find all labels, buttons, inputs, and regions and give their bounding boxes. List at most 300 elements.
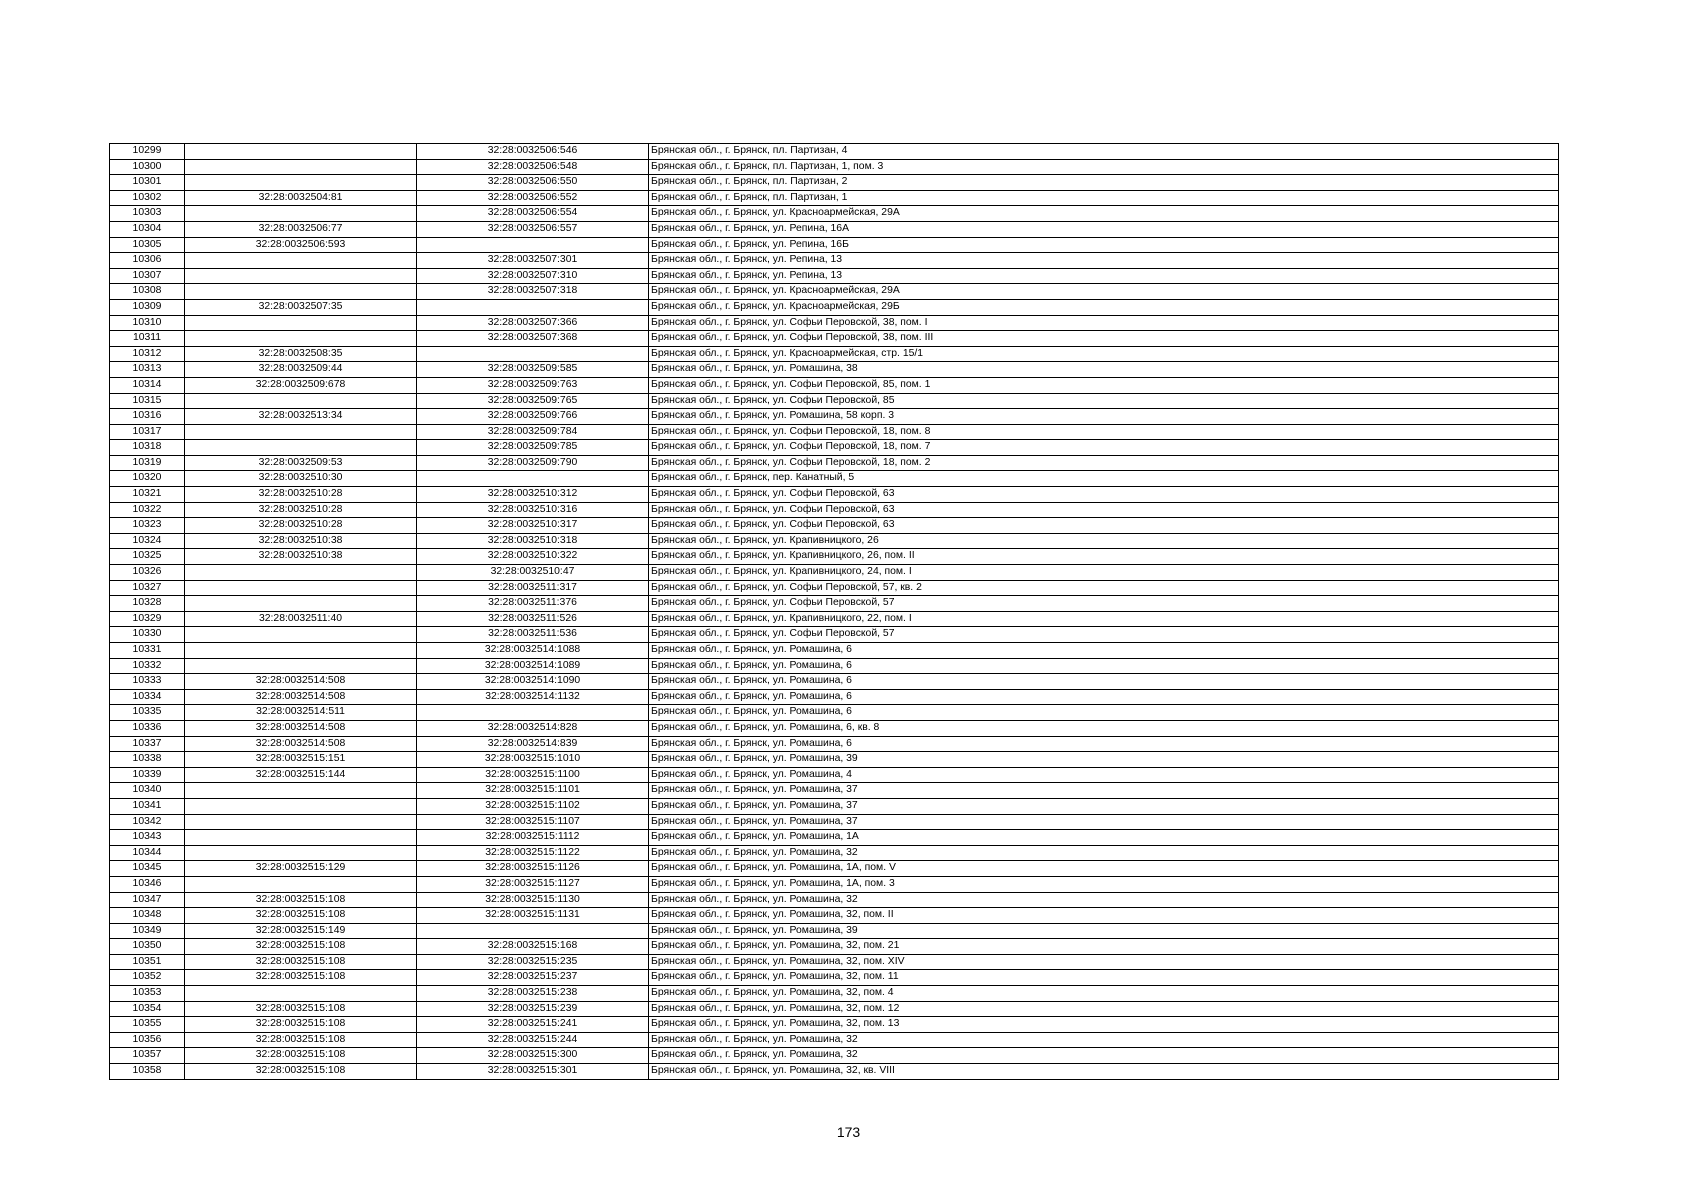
table-row: [110, 268, 1559, 284]
table-row: [110, 362, 1559, 378]
row-number-cell: 10348: [110, 908, 185, 924]
address-cell: Брянская обл., г. Брянск, ул. Ромашина, 32, пом. 13: [649, 1017, 1559, 1033]
row-number-cell: 10347: [110, 892, 185, 908]
address-cell: Брянская обл., г. Брянск, ул. Софьи Перовской, 63: [649, 502, 1559, 518]
table-row: [110, 705, 1559, 721]
address-cell: Брянская обл., г. Брянск, ул. Ромашина, 6: [649, 658, 1559, 674]
land-plot-cadastral-number-cell: [185, 565, 417, 581]
object-cadastral-number-cell: 32:28:0032509:763: [417, 377, 649, 393]
object-cadastral-number-cell: 32:28:0032506:550: [417, 175, 649, 191]
table-row: [110, 783, 1559, 799]
land-plot-cadastral-number-cell: 32:28:0032510:38: [185, 533, 417, 549]
object-cadastral-number-cell: 32:28:0032515:1107: [417, 814, 649, 830]
table-row: [110, 923, 1559, 939]
land-plot-cadastral-number-cell: [185, 253, 417, 269]
row-number-cell: 10343: [110, 830, 185, 846]
address-cell: Брянская обл., г. Брянск, ул. Ромашина, 6: [649, 643, 1559, 659]
land-plot-cadastral-number-cell: 32:28:0032510:30: [185, 471, 417, 487]
address-cell: Брянская обл., г. Брянск, ул. Софьи Перовской, 38, пом. I: [649, 315, 1559, 331]
table-row: [110, 284, 1559, 300]
address-cell: Брянская обл., г. Брянск, ул. Софьи Перовской, 57, кв. 2: [649, 580, 1559, 596]
land-plot-cadastral-number-cell: 32:28:0032510:28: [185, 487, 417, 503]
land-plot-cadastral-number-cell: [185, 627, 417, 643]
object-cadastral-number-cell: 32:28:0032507:366: [417, 315, 649, 331]
row-number-cell: 10357: [110, 1048, 185, 1064]
row-number-cell: 10339: [110, 767, 185, 783]
table-row: [110, 1048, 1559, 1064]
row-number-cell: 10315: [110, 393, 185, 409]
object-cadastral-number-cell: 32:28:0032515:1112: [417, 830, 649, 846]
object-cadastral-number-cell: 32:28:0032509:766: [417, 409, 649, 425]
land-plot-cadastral-number-cell: 32:28:0032511:40: [185, 611, 417, 627]
land-plot-cadastral-number-cell: 32:28:0032515:108: [185, 1048, 417, 1064]
table-row: [110, 752, 1559, 768]
row-number-cell: 10342: [110, 814, 185, 830]
row-number-cell: 10316: [110, 409, 185, 425]
cadastral-register-table: [109, 143, 1559, 1080]
land-plot-cadastral-number-cell: [185, 268, 417, 284]
address-cell: Брянская обл., г. Брянск, ул. Ромашина, 6: [649, 689, 1559, 705]
row-number-cell: 10314: [110, 377, 185, 393]
address-cell: Брянская обл., г. Брянск, ул. Ромашина, 37: [649, 814, 1559, 830]
address-cell: Брянская обл., г. Брянск, ул. Софьи Перовской, 18, пом. 2: [649, 455, 1559, 471]
address-cell: Брянская обл., г. Брянск, ул. Репина, 16А: [649, 221, 1559, 237]
address-cell: Брянская обл., г. Брянск, ул. Ромашина, 32, кв. VIII: [649, 1064, 1559, 1080]
page-number: 173: [836, 1124, 861, 1140]
land-plot-cadastral-number-cell: 32:28:0032515:108: [185, 954, 417, 970]
object-cadastral-number-cell: [417, 299, 649, 315]
table-row: [110, 580, 1559, 596]
table-row: [110, 970, 1559, 986]
address-cell: Брянская обл., г. Брянск, ул. Красноармейская, 29А: [649, 206, 1559, 222]
object-cadastral-number-cell: 32:28:0032510:312: [417, 487, 649, 503]
object-cadastral-number-cell: 32:28:0032515:1100: [417, 767, 649, 783]
object-cadastral-number-cell: 32:28:0032515:244: [417, 1032, 649, 1048]
address-cell: Брянская обл., г. Брянск, ул. Ромашина, 32, пом. 12: [649, 1001, 1559, 1017]
land-plot-cadastral-number-cell: 32:28:0032510:28: [185, 518, 417, 534]
land-plot-cadastral-number-cell: [185, 175, 417, 191]
land-plot-cadastral-number-cell: [185, 986, 417, 1002]
land-plot-cadastral-number-cell: 32:28:0032514:508: [185, 689, 417, 705]
land-plot-cadastral-number-cell: 32:28:0032508:35: [185, 346, 417, 362]
address-cell: Брянская обл., г. Брянск, пл. Партизан, 2: [649, 175, 1559, 191]
row-number-cell: 10332: [110, 658, 185, 674]
table-row: [110, 253, 1559, 269]
land-plot-cadastral-number-cell: [185, 159, 417, 175]
land-plot-cadastral-number-cell: [185, 798, 417, 814]
address-cell: Брянская обл., г. Брянск, ул. Ромашина, 32, пом. 21: [649, 939, 1559, 955]
row-number-cell: 10349: [110, 923, 185, 939]
row-number-cell: 10340: [110, 783, 185, 799]
row-number-cell: 10327: [110, 580, 185, 596]
object-cadastral-number-cell: 32:28:0032515:1102: [417, 798, 649, 814]
register-table-body: [110, 144, 1559, 1080]
land-plot-cadastral-number-cell: [185, 284, 417, 300]
row-number-cell: 10336: [110, 720, 185, 736]
object-cadastral-number-cell: 32:28:0032514:1090: [417, 674, 649, 690]
row-number-cell: 10334: [110, 689, 185, 705]
table-row: [110, 798, 1559, 814]
address-cell: Брянская обл., г. Брянск, ул. Ромашина, 32: [649, 845, 1559, 861]
address-cell: Брянская обл., г. Брянск, ул. Софьи Перовской, 18, пом. 7: [649, 440, 1559, 456]
address-cell: Брянская обл., г. Брянск, ул. Ромашина, 38: [649, 362, 1559, 378]
land-plot-cadastral-number-cell: [185, 315, 417, 331]
address-cell: Брянская обл., г. Брянск, пер. Канатный, 5: [649, 471, 1559, 487]
address-cell: Брянская обл., г. Брянск, ул. Ромашина, 6: [649, 674, 1559, 690]
address-cell: Брянская обл., г. Брянск, ул. Ромашина, 6: [649, 705, 1559, 721]
address-cell: Брянская обл., г. Брянск, ул. Ромашина, 32: [649, 892, 1559, 908]
land-plot-cadastral-number-cell: 32:28:0032515:108: [185, 1032, 417, 1048]
address-cell: Брянская обл., г. Брянск, ул. Ромашина, 58 корп. 3: [649, 409, 1559, 425]
table-row: [110, 939, 1559, 955]
land-plot-cadastral-number-cell: [185, 783, 417, 799]
object-cadastral-number-cell: 32:28:0032510:47: [417, 565, 649, 581]
land-plot-cadastral-number-cell: 32:28:0032506:593: [185, 237, 417, 253]
land-plot-cadastral-number-cell: [185, 830, 417, 846]
land-plot-cadastral-number-cell: 32:28:0032515:151: [185, 752, 417, 768]
table-row: [110, 237, 1559, 253]
land-plot-cadastral-number-cell: 32:28:0032506:77: [185, 221, 417, 237]
table-row: [110, 736, 1559, 752]
land-plot-cadastral-number-cell: 32:28:0032515:108: [185, 1001, 417, 1017]
address-cell: Брянская обл., г. Брянск, ул. Красноармейская, стр. 15/1: [649, 346, 1559, 362]
land-plot-cadastral-number-cell: [185, 440, 417, 456]
row-number-cell: 10323: [110, 518, 185, 534]
object-cadastral-number-cell: 32:28:0032509:784: [417, 424, 649, 440]
object-cadastral-number-cell: 32:28:0032515:237: [417, 970, 649, 986]
object-cadastral-number-cell: 32:28:0032515:1126: [417, 861, 649, 877]
row-number-cell: 10352: [110, 970, 185, 986]
row-number-cell: 10330: [110, 627, 185, 643]
address-cell: Брянская обл., г. Брянск, ул. Ромашина, 32, пом. 4: [649, 986, 1559, 1002]
row-number-cell: 10346: [110, 876, 185, 892]
object-cadastral-number-cell: 32:28:0032511:536: [417, 627, 649, 643]
address-cell: Брянская обл., г. Брянск, ул. Ромашина, 39: [649, 923, 1559, 939]
table-row: [110, 424, 1559, 440]
row-number-cell: 10341: [110, 798, 185, 814]
row-number-cell: 10326: [110, 565, 185, 581]
land-plot-cadastral-number-cell: 32:28:0032507:35: [185, 299, 417, 315]
row-number-cell: 10304: [110, 221, 185, 237]
table-row: [110, 159, 1559, 175]
address-cell: Брянская обл., г. Брянск, ул. Софьи Перовской, 57: [649, 596, 1559, 612]
address-cell: Брянская обл., г. Брянск, ул. Репина, 13: [649, 268, 1559, 284]
land-plot-cadastral-number-cell: 32:28:0032504:81: [185, 190, 417, 206]
object-cadastral-number-cell: 32:28:0032515:168: [417, 939, 649, 955]
object-cadastral-number-cell: 32:28:0032515:241: [417, 1017, 649, 1033]
table-row: [110, 377, 1559, 393]
table-row: [110, 767, 1559, 783]
table-row: [110, 1064, 1559, 1080]
row-number-cell: 10306: [110, 253, 185, 269]
object-cadastral-number-cell: 32:28:0032515:239: [417, 1001, 649, 1017]
object-cadastral-number-cell: 32:28:0032507:368: [417, 331, 649, 347]
row-number-cell: 10302: [110, 190, 185, 206]
address-cell: Брянская обл., г. Брянск, ул. Софьи Перовской, 57: [649, 627, 1559, 643]
land-plot-cadastral-number-cell: 32:28:0032515:149: [185, 923, 417, 939]
row-number-cell: 10308: [110, 284, 185, 300]
object-cadastral-number-cell: [417, 923, 649, 939]
address-cell: Брянская обл., г. Брянск, пл. Партизан, 1, пом. 3: [649, 159, 1559, 175]
object-cadastral-number-cell: 32:28:0032510:317: [417, 518, 649, 534]
land-plot-cadastral-number-cell: 32:28:0032515:108: [185, 1064, 417, 1080]
row-number-cell: 10300: [110, 159, 185, 175]
row-number-cell: 10345: [110, 861, 185, 877]
table-row: [110, 1017, 1559, 1033]
row-number-cell: 10337: [110, 736, 185, 752]
land-plot-cadastral-number-cell: 32:28:0032514:511: [185, 705, 417, 721]
row-number-cell: 10355: [110, 1017, 185, 1033]
land-plot-cadastral-number-cell: [185, 424, 417, 440]
address-cell: Брянская обл., г. Брянск, ул. Ромашина, 1А, пом. 3: [649, 876, 1559, 892]
object-cadastral-number-cell: 32:28:0032510:316: [417, 502, 649, 518]
table-row: [110, 455, 1559, 471]
row-number-cell: 10328: [110, 596, 185, 612]
object-cadastral-number-cell: 32:28:0032509:765: [417, 393, 649, 409]
row-number-cell: 10350: [110, 939, 185, 955]
row-number-cell: 10312: [110, 346, 185, 362]
object-cadastral-number-cell: 32:28:0032507:301: [417, 253, 649, 269]
address-cell: Брянская обл., г. Брянск, ул. Крапивницкого, 26, пом. II: [649, 549, 1559, 565]
land-plot-cadastral-number-cell: [185, 144, 417, 160]
row-number-cell: 10353: [110, 986, 185, 1002]
table-row: [110, 533, 1559, 549]
object-cadastral-number-cell: [417, 471, 649, 487]
address-cell: Брянская обл., г. Брянск, ул. Ромашина, 1А, пом. V: [649, 861, 1559, 877]
row-number-cell: 10309: [110, 299, 185, 315]
address-cell: Брянская обл., г. Брянск, ул. Крапивницкого, 26: [649, 533, 1559, 549]
row-number-cell: 10319: [110, 455, 185, 471]
table-row: [110, 221, 1559, 237]
row-number-cell: 10322: [110, 502, 185, 518]
object-cadastral-number-cell: 32:28:0032514:1132: [417, 689, 649, 705]
object-cadastral-number-cell: 32:28:0032509:790: [417, 455, 649, 471]
address-cell: Брянская обл., г. Брянск, ул. Ромашина, 39: [649, 752, 1559, 768]
land-plot-cadastral-number-cell: [185, 643, 417, 659]
row-number-cell: 10333: [110, 674, 185, 690]
address-cell: Брянская обл., г. Брянск, ул. Ромашина, 32: [649, 1048, 1559, 1064]
table-row: [110, 299, 1559, 315]
address-cell: Брянская обл., г. Брянск, ул. Ромашина, 32: [649, 1032, 1559, 1048]
table-row: [110, 346, 1559, 362]
object-cadastral-number-cell: 32:28:0032506:546: [417, 144, 649, 160]
address-cell: Брянская обл., г. Брянск, ул. Ромашина, 1А: [649, 830, 1559, 846]
address-cell: Брянская обл., г. Брянск, ул. Ромашина, 37: [649, 783, 1559, 799]
object-cadastral-number-cell: 32:28:0032510:322: [417, 549, 649, 565]
object-cadastral-number-cell: 32:28:0032515:1010: [417, 752, 649, 768]
row-number-cell: 10299: [110, 144, 185, 160]
object-cadastral-number-cell: 32:28:0032515:1130: [417, 892, 649, 908]
object-cadastral-number-cell: 32:28:0032515:301: [417, 1064, 649, 1080]
land-plot-cadastral-number-cell: [185, 814, 417, 830]
object-cadastral-number-cell: 32:28:0032509:585: [417, 362, 649, 378]
row-number-cell: 10307: [110, 268, 185, 284]
land-plot-cadastral-number-cell: 32:28:0032515:108: [185, 970, 417, 986]
land-plot-cadastral-number-cell: [185, 206, 417, 222]
land-plot-cadastral-number-cell: 32:28:0032514:508: [185, 674, 417, 690]
row-number-cell: 10358: [110, 1064, 185, 1080]
table-row: [110, 175, 1559, 191]
land-plot-cadastral-number-cell: [185, 845, 417, 861]
object-cadastral-number-cell: 32:28:0032510:318: [417, 533, 649, 549]
object-cadastral-number-cell: 32:28:0032507:310: [417, 268, 649, 284]
table-row: [110, 830, 1559, 846]
row-number-cell: 10329: [110, 611, 185, 627]
table-row: [110, 471, 1559, 487]
row-number-cell: 10351: [110, 954, 185, 970]
object-cadastral-number-cell: 32:28:0032515:1122: [417, 845, 649, 861]
row-number-cell: 10335: [110, 705, 185, 721]
object-cadastral-number-cell: 32:28:0032511:376: [417, 596, 649, 612]
table-row: [110, 845, 1559, 861]
object-cadastral-number-cell: 32:28:0032509:785: [417, 440, 649, 456]
row-number-cell: 10331: [110, 643, 185, 659]
table-row: [110, 627, 1559, 643]
table-row: [110, 720, 1559, 736]
object-cadastral-number-cell: 32:28:0032507:318: [417, 284, 649, 300]
object-cadastral-number-cell: [417, 705, 649, 721]
address-cell: Брянская обл., г. Брянск, ул. Репина, 13: [649, 253, 1559, 269]
land-plot-cadastral-number-cell: [185, 596, 417, 612]
table-row: [110, 814, 1559, 830]
row-number-cell: 10303: [110, 206, 185, 222]
row-number-cell: 10317: [110, 424, 185, 440]
table-row: [110, 565, 1559, 581]
object-cadastral-number-cell: 32:28:0032506:548: [417, 159, 649, 175]
address-cell: Брянская обл., г. Брянск, ул. Ромашина, 32, пом. 11: [649, 970, 1559, 986]
row-number-cell: 10325: [110, 549, 185, 565]
land-plot-cadastral-number-cell: 32:28:0032515:108: [185, 908, 417, 924]
table-row: [110, 596, 1559, 612]
land-plot-cadastral-number-cell: 32:28:0032510:28: [185, 502, 417, 518]
land-plot-cadastral-number-cell: [185, 580, 417, 596]
table-row: [110, 658, 1559, 674]
row-number-cell: 10344: [110, 845, 185, 861]
table-row: [110, 643, 1559, 659]
land-plot-cadastral-number-cell: 32:28:0032510:38: [185, 549, 417, 565]
land-plot-cadastral-number-cell: 32:28:0032509:53: [185, 455, 417, 471]
object-cadastral-number-cell: 32:28:0032515:1131: [417, 908, 649, 924]
object-cadastral-number-cell: 32:28:0032515:1127: [417, 876, 649, 892]
land-plot-cadastral-number-cell: 32:28:0032515:108: [185, 892, 417, 908]
address-cell: Брянская обл., г. Брянск, ул. Софьи Перовской, 63: [649, 518, 1559, 534]
land-plot-cadastral-number-cell: 32:28:0032515:144: [185, 767, 417, 783]
address-cell: Брянская обл., г. Брянск, ул. Крапивницкого, 24, пом. I: [649, 565, 1559, 581]
table-row: [110, 892, 1559, 908]
table-row: [110, 549, 1559, 565]
object-cadastral-number-cell: 32:28:0032514:839: [417, 736, 649, 752]
row-number-cell: 10338: [110, 752, 185, 768]
table-row: [110, 409, 1559, 425]
row-number-cell: 10305: [110, 237, 185, 253]
land-plot-cadastral-number-cell: 32:28:0032515:129: [185, 861, 417, 877]
land-plot-cadastral-number-cell: [185, 331, 417, 347]
address-cell: Брянская обл., г. Брянск, пл. Партизан, 1: [649, 190, 1559, 206]
table-row: [110, 1032, 1559, 1048]
land-plot-cadastral-number-cell: [185, 658, 417, 674]
address-cell: Брянская обл., г. Брянск, ул. Ромашина, 32, пом. XIV: [649, 954, 1559, 970]
land-plot-cadastral-number-cell: [185, 393, 417, 409]
row-number-cell: 10313: [110, 362, 185, 378]
address-cell: Брянская обл., г. Брянск, ул. Ромашина, 6: [649, 736, 1559, 752]
object-cadastral-number-cell: 32:28:0032514:828: [417, 720, 649, 736]
land-plot-cadastral-number-cell: [185, 876, 417, 892]
address-cell: Брянская обл., г. Брянск, ул. Софьи Перовской, 85, пом. 1: [649, 377, 1559, 393]
table-row: [110, 190, 1559, 206]
land-plot-cadastral-number-cell: 32:28:0032514:508: [185, 736, 417, 752]
table-row: [110, 674, 1559, 690]
table-row: [110, 144, 1559, 160]
row-number-cell: 10318: [110, 440, 185, 456]
table-row: [110, 206, 1559, 222]
object-cadastral-number-cell: 32:28:0032506:552: [417, 190, 649, 206]
address-cell: Брянская обл., г. Брянск, ул. Ромашина, 4: [649, 767, 1559, 783]
table-row: [110, 876, 1559, 892]
object-cadastral-number-cell: 32:28:0032515:300: [417, 1048, 649, 1064]
table-row: [110, 1001, 1559, 1017]
table-row: [110, 487, 1559, 503]
land-plot-cadastral-number-cell: 32:28:0032514:508: [185, 720, 417, 736]
land-plot-cadastral-number-cell: 32:28:0032515:108: [185, 939, 417, 955]
address-cell: Брянская обл., г. Брянск, ул. Софьи Перовской, 63: [649, 487, 1559, 503]
address-cell: Брянская обл., г. Брянск, ул. Красноармейская, 29Б: [649, 299, 1559, 315]
object-cadastral-number-cell: 32:28:0032514:1089: [417, 658, 649, 674]
object-cadastral-number-cell: 32:28:0032515:1101: [417, 783, 649, 799]
table-row: [110, 611, 1559, 627]
table-row: [110, 518, 1559, 534]
object-cadastral-number-cell: 32:28:0032511:526: [417, 611, 649, 627]
address-cell: Брянская обл., г. Брянск, ул. Софьи Перовской, 85: [649, 393, 1559, 409]
object-cadastral-number-cell: 32:28:0032515:235: [417, 954, 649, 970]
object-cadastral-number-cell: 32:28:0032506:557: [417, 221, 649, 237]
table-row: [110, 689, 1559, 705]
table-row: [110, 331, 1559, 347]
table-row: [110, 986, 1559, 1002]
land-plot-cadastral-number-cell: 32:28:0032515:108: [185, 1017, 417, 1033]
row-number-cell: 10324: [110, 533, 185, 549]
table-row: [110, 861, 1559, 877]
object-cadastral-number-cell: [417, 237, 649, 253]
row-number-cell: 10320: [110, 471, 185, 487]
table-row: [110, 440, 1559, 456]
address-cell: Брянская обл., г. Брянск, ул. Ромашина, 37: [649, 798, 1559, 814]
object-cadastral-number-cell: 32:28:0032514:1088: [417, 643, 649, 659]
row-number-cell: 10356: [110, 1032, 185, 1048]
address-cell: Брянская обл., г. Брянск, ул. Красноармейская, 29А: [649, 284, 1559, 300]
object-cadastral-number-cell: [417, 346, 649, 362]
address-cell: Брянская обл., г. Брянск, ул. Репина, 16Б: [649, 237, 1559, 253]
table-row: [110, 502, 1559, 518]
land-plot-cadastral-number-cell: 32:28:0032513:34: [185, 409, 417, 425]
row-number-cell: 10321: [110, 487, 185, 503]
object-cadastral-number-cell: 32:28:0032515:238: [417, 986, 649, 1002]
table-row: [110, 315, 1559, 331]
address-cell: Брянская обл., г. Брянск, ул. Ромашина, 32, пом. II: [649, 908, 1559, 924]
land-plot-cadastral-number-cell: 32:28:0032509:44: [185, 362, 417, 378]
address-cell: Брянская обл., г. Брянск, ул. Софьи Перовской, 18, пом. 8: [649, 424, 1559, 440]
row-number-cell: 10311: [110, 331, 185, 347]
table-row: [110, 954, 1559, 970]
object-cadastral-number-cell: 32:28:0032511:317: [417, 580, 649, 596]
row-number-cell: 10310: [110, 315, 185, 331]
row-number-cell: 10354: [110, 1001, 185, 1017]
table-row: [110, 908, 1559, 924]
land-plot-cadastral-number-cell: 32:28:0032509:678: [185, 377, 417, 393]
address-cell: Брянская обл., г. Брянск, пл. Партизан, 4: [649, 144, 1559, 160]
table-row: [110, 393, 1559, 409]
address-cell: Брянская обл., г. Брянск, ул. Ромашина, 6, кв. 8: [649, 720, 1559, 736]
address-cell: Брянская обл., г. Брянск, ул. Софьи Перовской, 38, пом. III: [649, 331, 1559, 347]
